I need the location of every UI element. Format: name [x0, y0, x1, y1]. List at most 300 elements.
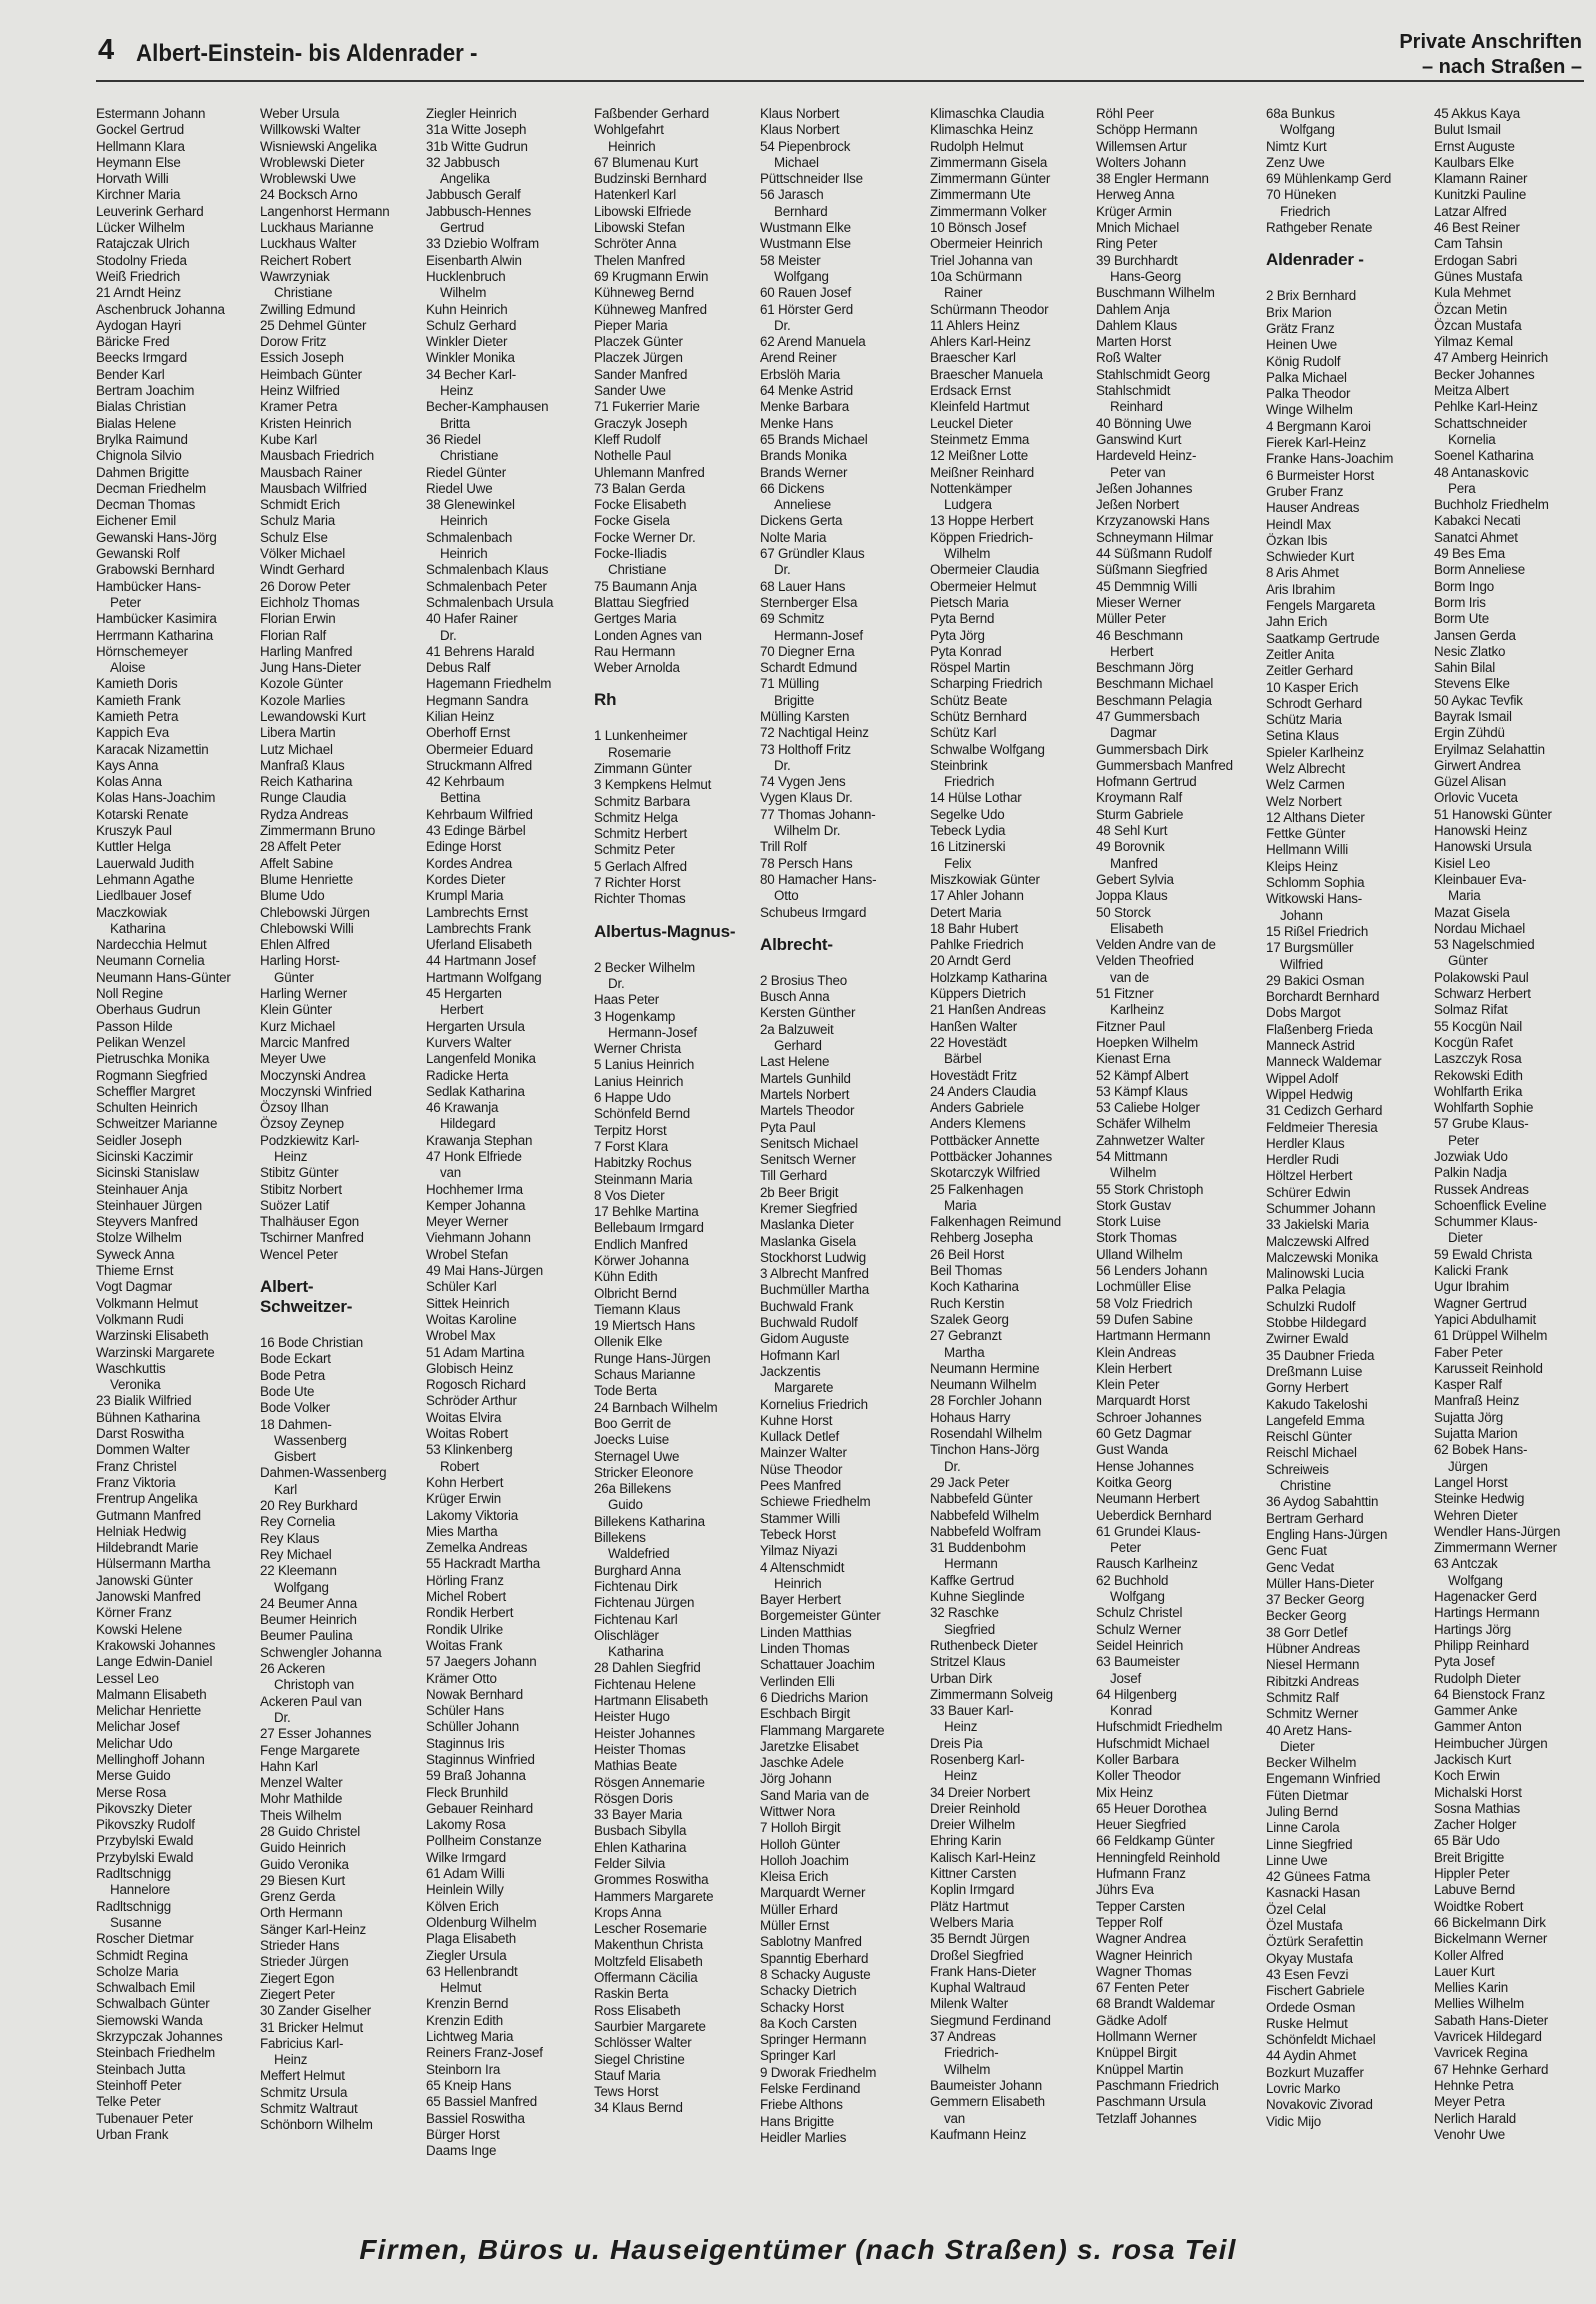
listing-entry: Hofmann Gertrud — [1096, 774, 1197, 790]
listing-entry: Wustmann Elke — [760, 220, 851, 236]
listing-entry: Londen Agnes van — [594, 627, 702, 643]
listing-entry: 8a Koch Carsten — [760, 2015, 857, 2031]
listing-entry: Kohn Herbert — [426, 1474, 504, 1490]
listing-entry: Klein Andreas — [1096, 1344, 1177, 1360]
listing-entry: Zimmermann Ute — [930, 187, 1031, 203]
listing-entry: Kowski Helene — [96, 1621, 182, 1637]
listing-entry: Heinz Wilfried — [260, 383, 340, 399]
listing-entry: Lewandowski Kurt — [260, 708, 366, 724]
listing-entry: Henningfeld Reinhold — [1096, 1849, 1221, 1865]
listing-entry: Borchardt Bernhard — [1266, 989, 1380, 1005]
listing-entry: Heinlein Willy — [426, 1882, 504, 1898]
listing-entry: Jackisch Kurt — [1434, 1751, 1512, 1767]
listing-entry: 65 Brands Michael — [760, 431, 868, 447]
listing-entry: 52 Kämpf Albert — [1096, 1067, 1189, 1083]
listing-entry-continuation: Heinrich — [608, 138, 656, 154]
listing-entry: Falkenhagen Reimund — [930, 1214, 1061, 1230]
listing-entry: 64 Bienstock Franz — [1434, 1686, 1546, 1702]
listing-entry: 68 Lauer Hans — [760, 578, 846, 594]
listing-entry: Schüller Johann — [426, 1719, 520, 1735]
listing-entry-continuation: Herbert — [1110, 643, 1154, 659]
listing-entry: Obermeier Eduard — [426, 741, 533, 757]
spacer — [260, 1263, 418, 1271]
listing-entry: Kölven Erich — [426, 1898, 499, 1914]
listing-entry: 45 Demmnig Willi — [1096, 578, 1197, 594]
listing-entry: Schütz Bernhard — [930, 708, 1027, 724]
listing-entry-continuation: Dagmar — [1110, 725, 1157, 741]
listing-entry: Olbricht Bernd — [594, 1285, 677, 1301]
listing-entry: Linne Siegfried — [1266, 1836, 1353, 1852]
street-heading: Aldenrader - — [1266, 250, 1364, 270]
listing-entry: Hatenkerl Karl — [594, 187, 677, 203]
listing-entry: Seidler Joseph — [96, 1132, 182, 1148]
listing-entry: Wencel Peter — [260, 1246, 338, 1262]
listing-entry: Segelke Udo — [930, 806, 1005, 822]
listing-entry: Girwert Andrea — [1434, 757, 1521, 773]
listing-entry: 36 Aydog Sabahttin — [1266, 1494, 1379, 1510]
listing-entry: 24 Barnbach Wilhelm — [594, 1399, 718, 1415]
listing-entry: Heuer Siegfried — [1096, 1817, 1187, 1833]
listing-entry: Genc Vedat — [1266, 1559, 1334, 1575]
listing-entry: 24 Beumer Anna — [260, 1595, 357, 1611]
listing-entry: 49 Borovnik — [1096, 839, 1165, 855]
listing-entry: Flaßenberg Frieda — [1266, 1021, 1373, 1037]
listing-entry: Günes Mustafa — [1434, 268, 1523, 284]
listing-entry: Guido Heinrich — [260, 1840, 346, 1856]
listing-entry: 8 Schacky Auguste — [760, 1966, 871, 1982]
listing-entry: 48 Antanaskovic — [1434, 464, 1529, 480]
listing-entry: Obermeier Heinrich — [930, 236, 1043, 252]
listing-entry: Hanowski Ursula — [1434, 839, 1532, 855]
listing-column — [426, 106, 584, 2159]
listing-entry-continuation: Josef — [1110, 1670, 1142, 1686]
listing-entry: Wehren Dieter — [1434, 1507, 1518, 1523]
listing-entry: Bialas Christian — [96, 399, 186, 415]
listing-entry: Laszczyk Rosa — [1434, 1051, 1522, 1067]
listing-entry: Focke Gisela — [594, 513, 670, 529]
listing-entry: Vogt Dagmar — [96, 1279, 172, 1295]
listing-entry: Detert Maria — [930, 904, 1002, 920]
listing-entry: Manneck Waldemar — [1266, 1054, 1382, 1070]
listing-entry-continuation: van — [944, 2110, 965, 2126]
listing-entry: Winkler Monika — [426, 350, 515, 366]
listing-entry: 28 Affelt Peter — [260, 839, 341, 855]
street-heading: Albertus-Magnus- — [594, 921, 736, 941]
listing-entry: Mazat Gisela — [1434, 904, 1510, 920]
listing-entry: 34 Becher Karl- — [426, 366, 517, 382]
listing-entry: Beschmann Jörg — [1096, 660, 1194, 676]
listing-entry-continuation: Bernhard — [774, 203, 828, 219]
listing-entry: Strieder Jürgen — [260, 1954, 349, 1970]
listing-entry: Polakowski Paul — [1434, 969, 1529, 985]
listing-entry: Steinmann Maria — [594, 1171, 693, 1187]
listing-entry: Willkowski Walter — [260, 122, 361, 138]
listing-entry: 48 Sehl Kurt — [1096, 823, 1168, 839]
listing-entry: Siegel Christine — [594, 2051, 685, 2067]
listing-entry: Dreier Wilhelm — [930, 1817, 1015, 1833]
listing-entry: Maczkowiak — [96, 904, 167, 920]
listing-entry: Buschmann Wilhelm — [1096, 285, 1215, 301]
listing-entry: Wrobel Stefan — [426, 1246, 509, 1262]
listing-entry: Droßel Siegfried — [930, 1947, 1024, 1963]
listing-entry: Baumeister Johann — [930, 2077, 1042, 2093]
listing-entry: Ehlen Alfred — [260, 937, 330, 953]
listing-entry: Krenzin Bernd — [426, 1996, 509, 2012]
listing-entry: Anders Gabriele — [930, 1100, 1024, 1116]
listing-entry: 6 Happe Udo — [594, 1090, 671, 1106]
listing-entry: 65 Kneip Hans — [426, 2077, 512, 2093]
listing-entry: Schmitz Barbara — [594, 793, 690, 809]
listing-entry: 49 Mai Hans-Jürgen — [426, 1263, 543, 1279]
listing-entry: Oldenburg Wilhelm — [426, 1914, 537, 1930]
listing-entry: Schmitz Ursula — [260, 2084, 348, 2100]
listing-entry: Schmitz Ralf — [1266, 1689, 1339, 1705]
listing-entry: Fichtenau Helene — [594, 1676, 696, 1692]
listing-entry-continuation: Christiane — [274, 285, 333, 301]
listing-column — [1434, 106, 1592, 2143]
listing-entry-continuation: Guido — [608, 1497, 643, 1513]
listing-entry: Plaga Elisabeth — [426, 1931, 517, 1947]
spacer — [1266, 280, 1424, 288]
listing-entry: Feldmeier Theresia — [1266, 1119, 1378, 1135]
listing-entry: Hehnke Petra — [1434, 2077, 1514, 2093]
listing-entry: Kamieth Doris — [96, 676, 178, 692]
listing-entry: Hardeveld Heinz- — [1096, 448, 1197, 464]
listing-entry: Roß Walter — [1096, 350, 1162, 366]
listing-entry: Siemowski Wanda — [96, 2012, 203, 2028]
listing-entry: 31 Bricker Helmut — [260, 2019, 364, 2035]
listing-entry: Heister Thomas — [594, 1741, 686, 1757]
listing-entry: Kolas Hans-Joachim — [96, 790, 216, 806]
listing-entry: Beschmann Pelagia — [1096, 692, 1212, 708]
listing-entry: Schroer Johannes — [1096, 1409, 1202, 1425]
listing-entry: Mausbach Wilfried — [260, 480, 367, 496]
listing-entry: Zimmermann Bruno — [260, 823, 376, 839]
listing-entry-continuation: Christine — [1280, 1478, 1332, 1494]
listing-entry: Ziegler Heinrich — [426, 106, 517, 121]
listing-entry: 74 Vygen Jens — [760, 774, 846, 790]
listing-entry: Kienast Erna — [1096, 1051, 1171, 1067]
listing-entry: Schreiweis — [1266, 1461, 1329, 1477]
listing-entry: Billekens Katharina — [594, 1513, 705, 1529]
listing-entry: Saurbier Margarete — [594, 2018, 706, 2034]
listing-entry: Siegmund Ferdinand — [930, 2012, 1051, 2028]
listing-entry: 71 Mülling — [760, 676, 820, 692]
listing-entry: Zimmermann Volker — [930, 203, 1047, 219]
listing-entry: 3 Albrecht Manfred — [760, 1266, 869, 1282]
listing-entry-continuation: Karlheinz — [1110, 1002, 1165, 1018]
listing-entry: Schütz Maria — [1266, 712, 1342, 728]
listing-entry: Stritzel Klaus — [930, 1654, 1006, 1670]
listing-entry: Röhl Peer — [1096, 106, 1154, 121]
listing-entry: Jozwiak Udo — [1434, 1149, 1508, 1164]
listing-entry: Hovestädt Fritz — [930, 1067, 1018, 1083]
listing-entry: Koller Barbara — [1096, 1751, 1179, 1767]
listing-entry: König Rudolf — [1266, 353, 1341, 369]
listing-entry: Wohlgefahrt — [594, 122, 664, 138]
listing-entry: Michalski Horst — [1434, 1784, 1522, 1800]
listing-column — [260, 106, 418, 2134]
listing-entry: Bassiel Roswitha — [426, 2110, 525, 2126]
listing-entry: 27 Gebranzt — [930, 1328, 1002, 1344]
listing-entry: Nimtz Kurt — [1266, 138, 1327, 154]
listing-entry: Decman Thomas — [96, 497, 196, 513]
listing-entry: Pyta Bernd — [930, 611, 995, 627]
listing-entry: Klamann Rainer — [1434, 171, 1528, 187]
listing-entry: Podzkiewitz Karl- — [260, 1132, 360, 1148]
listing-entry: Krämer Otto — [426, 1670, 497, 1686]
listing-entry: 18 Dahmen- — [260, 1416, 332, 1432]
listing-entry: Luckhaus Marianne — [260, 220, 374, 236]
listing-entry: Marquardt Werner — [760, 1885, 866, 1901]
listing-entry: Koller Alfred — [1434, 1947, 1504, 1963]
listing-entry: Jabbusch-Hennes — [426, 203, 531, 219]
listing-entry: Fengels Margareta — [1266, 598, 1375, 614]
listing-entry: Rondik Herbert — [426, 1605, 514, 1621]
listing-entry: Pyta Jörg — [930, 627, 985, 643]
listing-entry: Herweg Anna — [1096, 187, 1175, 203]
listing-entry-continuation: Margarete — [774, 1380, 834, 1396]
listing-entry-continuation: Wolfgang — [1448, 1572, 1503, 1588]
listing-entry: Sturm Gabriele — [1096, 806, 1184, 822]
listing-entry: Becker Georg — [1266, 1608, 1347, 1624]
listing-entry: 59 Braß Johanna — [426, 1768, 526, 1784]
section-label — [1399, 30, 1582, 80]
listing-entry: Ueberdick Bernhard — [1096, 1507, 1212, 1523]
listing-entry: Miszkowiak Günter — [930, 871, 1040, 887]
listing-entry: Sablotny Manfred — [760, 1934, 862, 1950]
listing-entry: Pottbäcker Annette — [930, 1132, 1040, 1148]
listing-entry: 42 Kehrbaum — [426, 774, 505, 790]
listing-entry: Merse Guido — [96, 1768, 171, 1784]
listing-entry: Wrobel Max — [426, 1328, 496, 1344]
listing-entry: Wustmann Else — [760, 236, 851, 252]
listing-entry: Lange Edwin-Daniel — [96, 1654, 213, 1670]
listing-entry-continuation: Susanne — [110, 1914, 162, 1930]
listing-entry: Hofmann Karl — [760, 1347, 840, 1363]
listing-entry-continuation: Gisbert — [274, 1449, 316, 1465]
listing-entry: Schoenflick Eveline — [1434, 1197, 1547, 1213]
listing-entry-continuation: Martha — [944, 1344, 985, 1360]
section-label-line2: – nach Straßen – — [1421, 56, 1582, 78]
listing-entry: Tiemann Klaus — [594, 1301, 681, 1317]
listing-entry: Linne Uwe — [1266, 1852, 1328, 1868]
listing-entry: Pietruschka Monika — [96, 1051, 210, 1067]
listing-entry: Schüler Hans — [426, 1703, 504, 1719]
listing-entry: Urban Dirk — [930, 1670, 992, 1686]
listing-entry: Daams Inge — [426, 2143, 497, 2159]
listing-entry: Gebert Sylvia — [1096, 871, 1174, 887]
listing-entry: Yilmaz Niyazi — [760, 1543, 838, 1559]
listing-entry: Müller Erhard — [760, 1901, 838, 1917]
listing-entry: Gammer Anke — [1434, 1703, 1518, 1719]
listing-entry: 65 Bassiel Manfred — [426, 2094, 538, 2110]
spacer — [1266, 236, 1424, 244]
listing-entry: Kruszyk Paul — [96, 823, 172, 839]
listing-entry: Schüler Karl — [426, 1279, 497, 1295]
listing-entry: Fleck Brunhild — [426, 1784, 509, 1800]
listing-entry: 10a Schürmann — [930, 268, 1022, 284]
listing-entry: Schäfer Wilhelm — [1096, 1116, 1191, 1132]
listing-entry: Last Helene — [760, 1054, 830, 1070]
listing-entry: Jeßen Norbert — [1096, 497, 1179, 513]
listing-entry: Ziegert Peter — [260, 1986, 335, 2002]
listing-entry: Scholze Maria — [96, 1963, 179, 1979]
listing-entry: Schütz Beate — [930, 692, 1008, 708]
listing-entry: Melichar Udo — [96, 1735, 173, 1751]
listing-entry: Libowski Stefan — [594, 220, 685, 236]
listing-entry: Neumann Herbert — [1096, 1491, 1200, 1507]
listing-entry: Nolte Maria — [760, 529, 827, 545]
listing-entry: Reich Katharina — [260, 774, 353, 790]
listing-entry: Nüse Theodor — [760, 1461, 843, 1477]
listing-entry: 17 Behlke Martina — [594, 1204, 699, 1220]
listing-entry: Hörnschemeyer — [96, 643, 188, 659]
listing-entry: 24 Anders Claudia — [930, 1083, 1037, 1099]
listing-entry: 69 Mühlenkamp Gerd — [1266, 171, 1392, 187]
listing-entry: Fierek Karl-Heinz — [1266, 435, 1367, 451]
listing-entry: Kolas Anna — [96, 774, 162, 790]
listing-entry: Eichholz Thomas — [260, 594, 360, 610]
listing-entry: Hartmann Hermann — [1096, 1328, 1211, 1344]
listing-entry: Jaschke Adele — [760, 1755, 844, 1771]
listing-entry: Warzinski Elisabeth — [96, 1328, 209, 1344]
listing-entry-continuation: Hans-Georg — [1110, 268, 1181, 284]
listing-entry: Okyay Mustafa — [1266, 1950, 1353, 1966]
listing-entry: Langenfeld Monika — [426, 1051, 536, 1067]
listing-entry: Genc Fuat — [1266, 1543, 1327, 1559]
listing-entry: Scheffler Margret — [96, 1083, 196, 1099]
listing-entry: 46 Beschmann — [1096, 627, 1183, 643]
listing-entry: Florian Ralf — [260, 627, 327, 643]
listing-entry: Paschmann Ursula — [1096, 2094, 1206, 2110]
listing-entry: 3 Kempkens Helmut — [594, 777, 712, 793]
listing-entry: Stolze Wilhelm — [96, 1230, 182, 1246]
listing-entry: 23 Bialik Wilfried — [96, 1393, 192, 1409]
listing-entry: 26 Ackeren — [260, 1661, 325, 1677]
listing-entry: 53 Kämpf Klaus — [1096, 1083, 1188, 1099]
listing-entry: Pyta Josef — [1434, 1654, 1495, 1670]
listing-entry: Zimmermann Günter — [930, 171, 1051, 187]
listing-entry: Zwirner Ewald — [1266, 1331, 1349, 1347]
listing-entry: Rogosch Richard — [426, 1377, 526, 1393]
listing-entry: Thelen Manfred — [594, 252, 685, 268]
listing-entry: 66 Feldkamp Günter — [1096, 1833, 1215, 1849]
listing-entry: Hammers Margarete — [594, 1888, 714, 1904]
listing-entry: Höltzel Herbert — [1266, 1168, 1353, 1184]
listing-entry: Püttschneider Ilse — [760, 171, 863, 187]
listing-entry: 38 Glenewinkel — [426, 497, 515, 513]
listing-entry: 58 Volz Friedrich — [1096, 1295, 1193, 1311]
listing-entry: Rausch Karlheinz — [1096, 1556, 1198, 1572]
listing-entry: 31 Cedizch Gerhard — [1266, 1103, 1383, 1119]
listing-entry: Eryilmaz Selahattin — [1434, 741, 1545, 757]
listing-entry: 26 Dorow Peter — [260, 578, 351, 594]
listing-entry: Kasnacki Hasan — [1266, 1885, 1360, 1901]
listing-entry: Stork Luise — [1096, 1214, 1161, 1230]
listing-entry: 29 Bakici Osman — [1266, 972, 1365, 988]
listing-entry: Schmalenbach Peter — [426, 578, 547, 594]
listing-entry: Koller Theodor — [1096, 1768, 1181, 1784]
listing-entry: Zemelka Andreas — [426, 1540, 528, 1556]
listing-entry-continuation: Bettina — [440, 790, 481, 806]
listing-entry: Spanntig Eberhard — [760, 1950, 869, 1966]
listing-entry: 2b Beer Brigit — [760, 1184, 839, 1200]
listing-entry: 60 Rauen Josef — [760, 285, 851, 301]
listing-entry: Jansen Gerda — [1434, 627, 1516, 643]
listing-entry: Blume Udo — [260, 888, 325, 904]
listing-entry: Hergarten Ursula — [426, 1018, 525, 1034]
listing-entry: Riedel Uwe — [426, 480, 493, 496]
listing-entry: Willemsen Artur — [1096, 138, 1187, 154]
listing-entry: Orlovic Vuceta — [1434, 790, 1518, 806]
listing-entry: Sosna Mathias — [1434, 1800, 1520, 1816]
listing-entry: Knüppel Martin — [1096, 2061, 1184, 2077]
listing-entry-continuation: Waldefried — [608, 1546, 670, 1562]
listing-entry-continuation: Karl — [274, 1481, 298, 1497]
listing-entry: Krakowski Johannes — [96, 1637, 216, 1653]
listing-entry: 17 Ahler Johann — [930, 888, 1024, 904]
listing-entry: Harling Horst- — [260, 953, 340, 969]
listing-entry: Tschirner Manfred — [260, 1230, 364, 1246]
listing-entry-continuation: Gertrud — [440, 220, 484, 236]
listing-entry: Kersten Günther — [760, 1005, 856, 1021]
listing-entry: Wendler Hans-Jürgen — [1434, 1523, 1561, 1539]
listing-entry: Karacak Nizamettin — [96, 741, 209, 757]
listing-entry: Özcan Mustafa — [1434, 317, 1522, 333]
listing-entry: Telke Peter — [96, 2094, 161, 2110]
listing-entry: Rondik Ulrike — [426, 1621, 504, 1637]
listing-entry: Marcic Manfred — [260, 1034, 350, 1050]
listing-entry: 15 Rißel Friedrich — [1266, 923, 1369, 939]
listing-entry: Borm Anneliese — [1434, 562, 1525, 578]
listing-entry: Ganswind Kurt — [1096, 431, 1182, 447]
listing-entry: Windt Gerhard — [260, 562, 345, 578]
listing-entry: Schmalenbach Klaus — [426, 562, 549, 578]
listing-entry-continuation: Hermann-Josef — [608, 1024, 697, 1040]
listing-entry: Heindl Max — [1266, 516, 1331, 532]
listing-entry: Moczynski Winfried — [260, 1083, 372, 1099]
listing-entry: Pyta Paul — [760, 1119, 816, 1135]
listing-entry: Buchmüller Martha — [760, 1282, 869, 1298]
listing-entry: Beumer Paulina — [260, 1628, 353, 1644]
listing-entry: Tews Horst — [594, 2084, 659, 2100]
listing-entry: Rekowski Edith — [1434, 1067, 1523, 1083]
listing-entry: Pyta Konrad — [930, 643, 1002, 659]
listing-entry: Offermann Cäcilia — [594, 1970, 698, 1986]
listing-entry: Özcan Metin — [1434, 301, 1507, 317]
listing-entry: Harling Werner — [260, 986, 347, 1002]
listing-entry: Röspel Martin — [930, 660, 1011, 676]
listing-entry: Pietsch Maria — [930, 594, 1009, 610]
listing-entry: 62 Arend Manuela — [760, 334, 866, 350]
listing-entry: 67 Gründler Klaus — [760, 546, 865, 562]
listing-entry: Sternagel Uwe — [594, 1448, 680, 1464]
listing-entry-continuation: Maria — [944, 1197, 977, 1213]
listing-entry: Kordes Andrea — [426, 855, 512, 871]
listing-entry: Thieme Ernst — [96, 1263, 174, 1279]
listing-entry: Schattschneider — [1434, 415, 1528, 431]
listing-entry: 53 Caliebe Holger — [1096, 1100, 1200, 1116]
listing-entry: Lauerwald Judith — [96, 855, 195, 871]
listing-entry: 65 Heuer Dorothea — [1096, 1800, 1207, 1816]
listing-entry-continuation: van — [440, 1165, 461, 1181]
listing-entry: Martels Norbert — [760, 1086, 850, 1102]
listing-entry: Focke-Iliadis — [594, 546, 667, 562]
listing-entry: 32 Jabbusch — [426, 154, 500, 170]
listing-entry: Schacky Horst — [760, 1999, 844, 2015]
listing-entry: Bürger Horst — [426, 2126, 500, 2142]
